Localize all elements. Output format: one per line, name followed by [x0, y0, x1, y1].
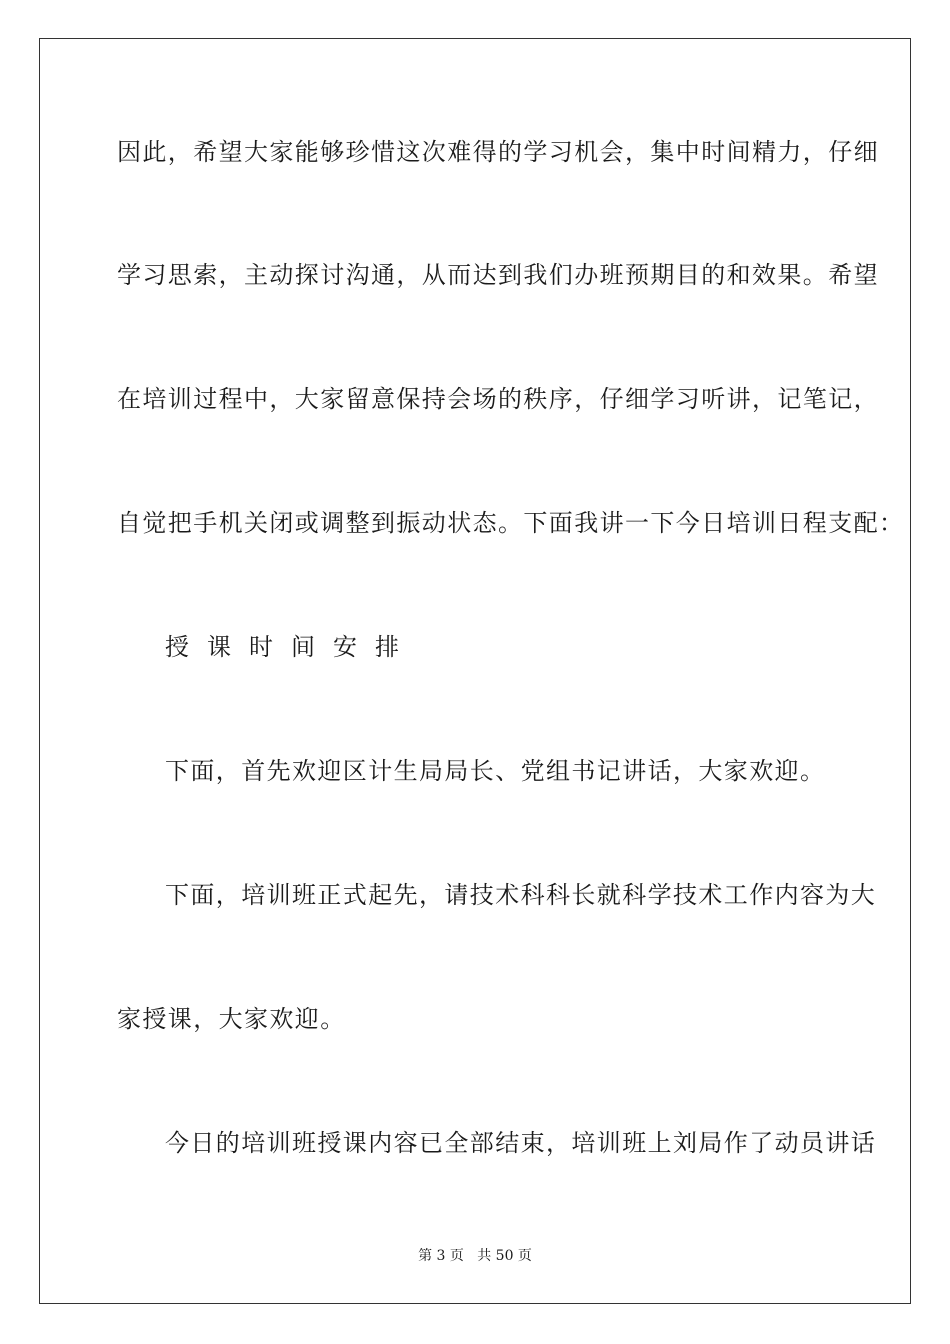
- body-text-line: 今日的培训班授课内容已全部结束，培训班上刘局作了动员讲话: [165, 1129, 877, 1157]
- page-border: [39, 38, 911, 1304]
- body-text-line: 学习思索，主动探讨沟通，从而达到我们办班预期目的和效果。希望: [117, 261, 879, 289]
- body-text-line: 下面，首先欢迎区计生局局长、党组书记讲话，大家欢迎。: [165, 757, 826, 785]
- section-heading: 授课时间安排: [165, 633, 417, 661]
- body-text-line: 在培训过程中，大家留意保持会场的秩序，仔细学习听讲，记笔记，: [117, 385, 879, 413]
- body-text-line: 下面，培训班正式起先，请技术科科长就科学技术工作内容为大: [165, 881, 877, 909]
- body-text-line: 自觉把手机关闭或调整到振动状态。下面我讲一下今日培训日程支配：: [117, 509, 905, 537]
- body-text-line: 因此，希望大家能够珍惜这次难得的学习机会，集中时间精力，仔细: [117, 138, 879, 166]
- body-text-line: 家授课，大家欢迎。: [117, 1005, 346, 1033]
- page-number-footer: 第 3 页 共 50 页: [418, 1248, 532, 1264]
